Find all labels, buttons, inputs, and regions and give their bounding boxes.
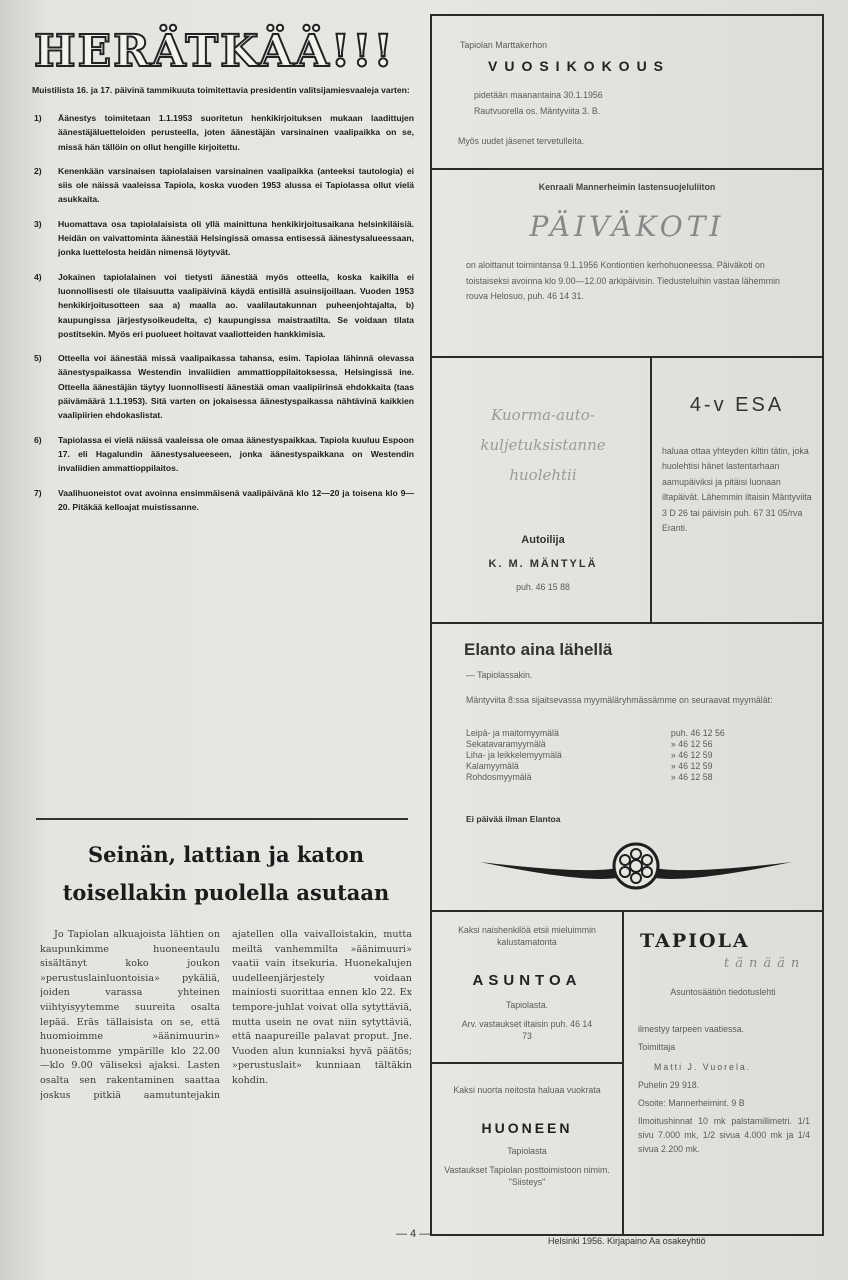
tapiola-prices: Ilmoitushinnat 10 mk palstamillimetri. 1/1 sivu 7.000 mk, 1/2 sivua 4.000 mk ja 1/4 sivua 2.200 mk. <box>638 1116 810 1154</box>
checklist-item <box>32 111 414 154</box>
ad-tapiola-tanaan <box>624 912 822 1234</box>
elanto-logo-emblem <box>476 836 796 892</box>
kuorma-line2: kuljetuksistanne <box>480 436 606 454</box>
ad-paivakoti <box>432 170 822 358</box>
printer-imprint: Helsinki 1956. Kirjapaino Aa osakeyhtiö <box>548 1236 706 1246</box>
huoneen-intro: Kaksi nuorta neitosta haluaa vuokrata <box>453 1085 601 1095</box>
ad-marttakerho <box>432 16 822 170</box>
shop-name: Leipä- ja maitomyymälä <box>466 728 559 738</box>
tapiola-subtitle: tänään <box>724 956 806 971</box>
elanto-title: Elanto aina lähellä <box>464 640 613 659</box>
marttakerho-line1: pidetään maanantaina 30.1.1956 <box>474 90 603 100</box>
item-text: Jokainen tapiolalainen voi tietysti äänestää myös otteella, koska kaikilla ei luonnollisesti ole tilaisuutta vaalipäivinä käydä entisillä asuinsijoillaan. Vuoden 1953 henkikirjoitusotteen saa a) maalla ao. vaalilautakunnan puheenjohtajalta, b) kaupungissa järjestysoikeudelta, c) kaupungissa maistraatilta. Se voidaan tilata postitsekin. Myös eri puolueet hoitavat vaaliotteiden hankkimisia. <box>58 271 414 339</box>
marttakerho-line2: Rautvuorella os. Mäntyviita 3. B. <box>474 106 601 116</box>
kuorma-company2: K. M. MÄNTYLÄ <box>488 558 598 570</box>
elanto-subtitle: — Tapiolassakin. <box>466 670 533 680</box>
ads-column <box>430 14 824 1236</box>
tapiola-line2: Toimittaja <box>638 1042 676 1052</box>
tapiola-title: TAPIOLA <box>640 930 750 952</box>
tapiola-editor: Matti J. Vuorela. <box>654 1062 752 1072</box>
item-text: Huomattava osa tapiolalaisista oli yllä mainittuna henkikirjoitusaikana helsinkiläisiä. Heidän on vaivattominta äänestää Helsingissä omassa entisessä äänestysalueessaan, jonka luettelosta heidän nimensä löytyvät. <box>58 218 414 258</box>
checklist-item <box>32 217 414 260</box>
kuorma-slogan <box>448 400 638 490</box>
ad-elanto <box>432 624 822 912</box>
asuntoa-title: ASUNTOA <box>472 972 582 989</box>
item-number: 6) <box>34 434 42 445</box>
page-number: — 4 — <box>396 1228 431 1240</box>
shop-name: Sekatavaramyymälä <box>466 739 546 749</box>
shop-row <box>466 750 786 761</box>
shop-phone: puh. 46 12 56 <box>670 728 725 738</box>
shop-row <box>466 728 786 739</box>
marttakerho-title: VUOSIKOKOUS <box>488 58 671 74</box>
shop-row <box>466 761 786 772</box>
item-number: 2) <box>34 165 42 176</box>
elanto-intro: Mäntyviita 8:ssa sijaitsevassa myymäläryhmässämme on seuraavat myymälät: <box>466 695 773 705</box>
item-number: 3) <box>34 218 42 229</box>
shop-phone: » 46 12 59 <box>670 761 713 771</box>
kuorma-line3: huolehtii <box>509 466 577 484</box>
shop-name: Rohdosmyymälä <box>466 772 532 782</box>
section-divider <box>36 818 408 820</box>
kuorma-phone: puh. 46 15 88 <box>516 582 570 592</box>
tapiola-address: Osoite: Mannerheimint. 9 B <box>638 1098 745 1108</box>
esa-title: 4-v ESA <box>689 394 785 416</box>
esa-text: haluaa ottaa yhteyden kiltin tätin, joka huolehtisi hänet lastentarhaan aamupäiviksi ja pitäisi luonaan iltapäivät. Lähemmin iltaisin Mäntyviita 3 D 26 tai päivisin puh. 67 31 05/rva Eranti. <box>662 446 812 534</box>
tapiola-phone: Puhelin 29 918. <box>638 1080 700 1090</box>
elanto-slogan: Ei päivää ilman Elantoa <box>466 814 561 824</box>
checklist-item <box>32 351 414 422</box>
election-checklist <box>32 111 414 514</box>
asuntoa-contact: Arv. vastaukset iltaisin puh. 46 14 73 <box>461 1019 593 1041</box>
ad-row-transport <box>432 358 822 624</box>
item-text: Äänestys toimitetaan 1.1.1953 suoritetun henkikirjoituksen mukaan laadittujen äänestäjäluetteloiden perusteella, joten äänestäjän varsinainen vaalipaikka on se, missä hän tällöin on ollut hengille kirjoitettu. <box>58 113 414 152</box>
shop-name: Liha- ja leikkelemyymälä <box>466 750 562 760</box>
tapiola-line1: ilmestyy tarpeen vaatiessa. <box>638 1024 745 1034</box>
item-text: Vaalihuoneistot ovat avoinna ensimmäisenä vaalipäivänä klo 12—20 ja toisena klo 9—20. Pitäkää kelloajat muistissanne. <box>58 487 414 512</box>
marttakerho-org: Tapiolan Marttakerhon <box>460 40 548 50</box>
shop-row <box>466 739 786 750</box>
article-title-line1: Seinän, lattian ja katon <box>87 842 365 867</box>
item-text: Kenenkään varsinaisen tapiolalaisen varsinainen vaalipaikka (anteeksi tautologia) ei siis ole näissä vaaleissa Tapiola, koska vuoden 1953 alussa ei Tapiolassa ollut vielä asukkaita. <box>58 165 414 205</box>
item-number: 4) <box>34 271 42 282</box>
shop-row <box>466 772 786 783</box>
paivakoti-title: PÄIVÄKOTI <box>529 210 725 243</box>
item-text: Tapiolassa ei vielä näissä vaaleissa ole omaa äänestyspaikkaa. Tapiola kuuluu Espoon 17. eli Hagalundin äänestysalueeseen, jonka äänestyspaikkana on Westendin invaliidien ammattioppilaitos. <box>58 434 414 474</box>
asuntoa-intro: Kaksi naishenkilöä etsii mieluimmin kalustamatonta <box>458 925 596 947</box>
headline: HERÄTKÄÄ!!! <box>34 26 395 77</box>
ad-asuntoa <box>432 912 622 1064</box>
article-paragraph: Jo Tapiolan alkuajoista lähtien on kaupunkimme huoneentaulu sisältänyt koko joukon »perustuslainluontoisia» pykäliä, joiden varassa yhteinen viihtyisyytemme suureita osalta lepää. Eräs tällaisista on se, että huomioimme »äänimuurin» huoneistomme ympärille klo 22.00 —klo 9.00 väliseksi ajaksi. Lasten osalta sen rakentaminen saattaa joskus pitkiä aamutuntejakin ajatellen olla vaivalloistakin, mutta meiltä vanhemmilta »äänimuuri» vaatii vain itsekuria. Huonekalujen uudelleenjärjestely voidaan mainiosti suorittaa ennen klo 22. Ex tempore-juhlat voivat olla sytyttäviä, mutta usein ne ovat niin sytyttäviä, että naapureille palavat proput. Jne. Vuoden alun kunniaksi hyvä päätös; »perustuslait» kunniaan tältäkin kohdin. <box>40 929 412 1101</box>
huoneen-contact: Vastaukset Tapiolan posttoimistoon nimim. "Siisteys" <box>444 1165 610 1187</box>
huoneen-title: HUONEEN <box>481 1120 573 1136</box>
item-number: 5) <box>34 353 42 364</box>
paivakoti-org: Kenraali Mannerheimin lastensuojeluliiton <box>538 182 716 192</box>
kuorma-line1: Kuorma-auto- <box>491 406 595 424</box>
article-title <box>40 836 412 912</box>
asuntoa-place: Tapiolasta. <box>505 1000 549 1010</box>
left-column <box>32 18 414 524</box>
shop-phone: » 46 12 56 <box>670 739 713 749</box>
ad-huoneen <box>432 1064 622 1234</box>
checklist-item <box>32 164 414 207</box>
shop-phone: » 46 12 59 <box>670 750 713 760</box>
shop-name: Kalamyymälä <box>466 761 519 771</box>
article-body <box>40 928 412 1168</box>
item-number: 7) <box>34 487 42 498</box>
item-number: 1) <box>34 113 42 123</box>
item-text: Otteella voi äänestää missä vaalipaikassa tahansa, esim. Tapiolaa lähinnä olevassa äänestyspaikassa Westendin invaliidien ammattioppilaitoksessa, Helsingissä ine. Otteella äänestäjän täytyy luonnollisesti äänestää oman vaalipiirinsä ehdokkaita (taas päivämäärä 1.1.1953). Sitä varten on jokaisessa äänestyspaikassa nähtävinä kaikkien vaalipiirien ehdokaslistat. <box>58 353 414 421</box>
tapiola-desc: Asuntosäätiön tiedotuslehti <box>670 987 776 997</box>
checklist-item <box>32 486 414 515</box>
marttakerho-line3: Myös uudet jäsenet tervetulleita. <box>458 136 585 146</box>
checklist-item <box>32 433 414 476</box>
checklist-item <box>32 270 414 341</box>
huoneen-place: Tapiolasta <box>507 1146 547 1156</box>
elanto-shop-list <box>466 728 786 783</box>
election-intro: Muistilista 16. ja 17. päivinä tammikuuta toimitettavia presidentin valitsijamiesvaaleja varten: <box>32 85 410 95</box>
shop-phone: » 46 12 58 <box>670 772 713 782</box>
kuorma-company1: Autoilija <box>521 534 565 546</box>
article-title-line2: toisellakin puolella asutaan <box>62 880 390 905</box>
paivakoti-text: on aloittanut toimintansa 9.1.1956 Kontiontien kerhohuoneessa. Päiväkoti on toistaiseksi avoinna klo 9.00—12.00 arkipäivisin. Tiedusteluihin vastaa lähemmin rouva Helosuo, puh. 46 14 31. <box>466 260 780 301</box>
